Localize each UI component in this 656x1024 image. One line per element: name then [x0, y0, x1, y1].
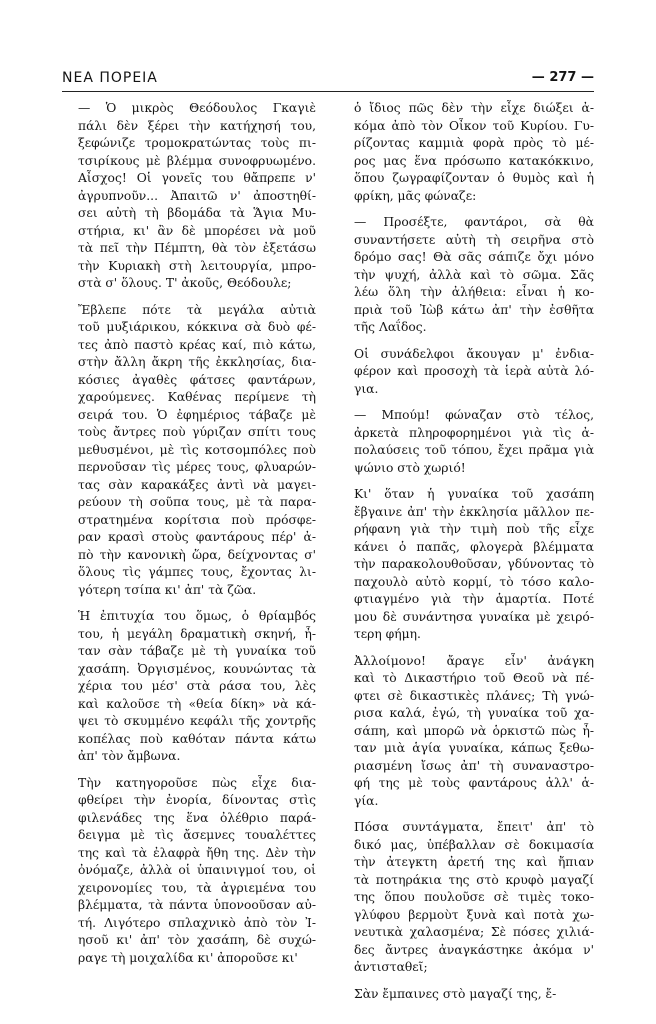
paragraph [62, 775, 316, 968]
text-line: στρατημένα κορίτσια ποὺ πρόσφε- [78, 512, 316, 527]
text-line: ὁ ἴδιος πῶς δὲν τὴν εἶχε διώξει ἀ- [354, 101, 594, 115]
paragraph [62, 608, 316, 766]
text-line: τοῦ μυξιάρικου, κόκκινα σὰ δυὸ φέ- [78, 320, 316, 334]
text-line: χέρια του μέσ' στὰ ράσα του, λὲς [78, 679, 316, 693]
text-line: ἀπ' τὸν ἄμβωνα. [78, 749, 181, 763]
text-line: της ὅπου πουλοῦσε σὲ τιμὲς τοκο- [354, 890, 594, 904]
text-line: φτει σὲ δικαστικὲς πλάνες; Τὴ γνώ- [354, 688, 594, 703]
text-line: δειγμα μὲ τὶς ἄσεμνες τουαλέττες [78, 828, 316, 842]
text-line: δρόμο σας! Θὰ σᾶς σάπιζε ὄχι μόνο [354, 250, 594, 264]
text-line: καὶ τὸ Δικαστήριο τοῦ Θεοῦ νὰ πέ- [354, 671, 594, 685]
text-line: ρήφανη γιὰ τὴν τιμὴ ποὺ τῆς εἶχε [354, 522, 594, 536]
text-line: — Ὁ μικρὸς Θεόδουλος Γκαγιὲ [78, 101, 316, 115]
text-line: ἔβγαινε ἀπ' τὴν ἐκκλησία μᾶλλον πε- [354, 504, 594, 519]
header-rule [62, 91, 594, 92]
text-line: ριασμένη ἴσως ἀπ' τὴ συναναστρο- [354, 758, 594, 773]
text-line: κοπέλας ποὺ καθόταν πάντα κάτω [78, 731, 316, 746]
text-line: ψει τὸ σκυμμένο κεφάλι τῆς χοντρῆς [78, 714, 316, 728]
text-line: δικό μας, ὑπέβαλλαν σὲ δοκιμασία [354, 837, 594, 852]
paragraph [338, 486, 594, 644]
text-line: ησοῦ κι' ἀπ' τὸν χασάπη, δὲ συχώ- [78, 933, 316, 947]
text-line: φέρον καὶ προσοχὴ τὰ ἱερὰ αὐτὰ λό- [354, 364, 594, 378]
text-line: τὴν ἀτεγκτη ἀρετή της καὶ ἤπιαν [354, 855, 594, 869]
paragraph [338, 214, 594, 337]
text-line: Πόσα συντάγματα, ἔπειτ' ἀπ' τὸ [354, 820, 594, 834]
text-line: τσιρίκους μὲ βλέμμα συνοφρυωμένο. [78, 153, 316, 168]
text-line: πριὰ τοῦ Ἰὼβ κάτω ἀπ' τὴν ἐσθῆτα [354, 302, 594, 317]
text-line: ραγε τὴ μοιχαλίδα κι' ἀποροῦσε κι' [78, 950, 298, 965]
text-line: τῆς Λαΐδος. [354, 320, 427, 334]
text-line: — Προσέξτε, φαντάροι, σὰ θὰ [354, 215, 594, 229]
text-line: βλέμματα, τὰ πάντα ὑπονοοῦσαν αὐ- [78, 898, 316, 912]
text-line: φιλενάδες της ἕνα ὀλέθριο παρά- [78, 810, 316, 825]
text-line: περνοῦσαν τὶς μέρες τους, φλυαρών- [78, 460, 316, 474]
text-line: φθείρει τὴν ἐνορία, δίνοντας στὶς [78, 793, 316, 807]
text-line: ξεφώνιζε τρομοκρατώντας τοὺς πι- [78, 136, 316, 150]
paragraph [338, 653, 594, 811]
text-line: πάλι δὲν ξέρει τὴν κατήχησή του, [78, 118, 316, 133]
text-line: ρος μας ἕνα πρόσωπο κατακόκκινο, [354, 153, 594, 168]
text-line: πὸ τὴν κανονικὴ ὥρα, δείχνοντας σ' [78, 547, 316, 562]
text-line: της καὶ τὰ ἐλαφρὰ ἤθη της. Δὲν τὴν [78, 845, 316, 860]
text-line: Αἶσχος! Οἱ γονεῖς του θἄπρεπε ν' [78, 171, 316, 185]
text-line: ὅλους τὶς γάμπες τους, ἔχοντας λι- [78, 565, 316, 579]
text-line: σειρά του. Ὁ ἐφημέριος τάβαζε μὲ [78, 407, 316, 422]
text-line: παχουλὸ αὐτὸ κορμί, τὸ τόσο καλο- [354, 574, 594, 589]
text-line: σει αὐτὴ τὴ βδομάδα τὰ Ἅγια Μυ- [78, 206, 316, 220]
text-line: χαρούμενες. Καθένας περίμενε τὴ [78, 390, 316, 404]
text-line: δες ἄντρες ἀναγκάστηκε ἀκόμα ν' [354, 942, 594, 957]
paragraph [338, 407, 594, 477]
text-line: Ἡ ἐπιτυχία του ὅμως, ὁ θρίαμβός [78, 609, 316, 623]
left-column [62, 100, 316, 967]
text-line: γλύφου βερμοὺτ ξυνὰ καὶ ποτὰ χω- [354, 907, 594, 922]
text-line: ρεύουν τὴ σοῦπα τους, μὲ τὰ παρα- [78, 495, 316, 509]
text-line: κάνει ὁ παπᾶς, φλογερὰ βλέμματα [354, 539, 594, 554]
text-line: τὰ πεῖ τὴν Πέμπτη, θὰ τὸν ἐξετάσω [78, 241, 316, 255]
text-line: κόμα ἀπὸ τὸν Οἶκον τοῦ Κυρίου. Γυ- [354, 118, 594, 133]
text-line: καὶ καλοῦσε τὴ «θεία δίκη» νὰ κά- [78, 696, 316, 711]
journal-title: ΝΕΑ ΠΟΡΕΙΑ [62, 70, 158, 86]
paragraph [338, 819, 594, 977]
text-line: γία. [354, 793, 379, 808]
text-line: ψώνιο στὸ χωριό! [354, 460, 466, 475]
text-line: του, ἡ μεγάλη δραματικὴ σκηνή, ἦ- [78, 626, 316, 641]
text-line: — Μπούμ! φώναζαν στὸ τέλος, [354, 408, 594, 422]
text-line: ἀγρυπνοῦν... Ἀπαιτῶ ν' ἀποστηθί- [78, 188, 316, 203]
text-line: για. [354, 381, 379, 396]
text-line: Σὰν ἔμπαινες στὸ μαγαζί της, ἔ- [354, 986, 557, 1001]
text-line: συναντήσετε αὐτὴ τὴ σειρῆνα στὸ [354, 232, 594, 247]
paragraph [62, 302, 316, 600]
text-line: γότερη τσίπα κι' ἀπ' τὰ ζῶα. [78, 582, 257, 597]
text-line: φτιαγμένο γιὰ τὴν ἁμαρτία. Ποτέ [354, 592, 594, 606]
text-line: Ἀλλοίμονο! ἄραγε εἶν' ἀνάγκη [354, 653, 594, 668]
text-line: τὴν Κυριακὴ στὴ λειτουργία, μπρο- [78, 258, 316, 273]
text-line: φή της μὲ τοὺς φαντάρους ἀλλ' ἁ- [354, 776, 594, 790]
running-header [62, 70, 594, 90]
paragraph [338, 346, 594, 399]
text-line: ρίζοντας καμμιὰ φορὰ πρὸς τὸ μέ- [354, 136, 594, 150]
text-line: τες ἀπὸ παστὸ κρέας καί, πιὸ κάτω, [78, 337, 316, 352]
text-line: ταν σὰν τάβαζε μὲ τὴ γυναίκα τοῦ [78, 644, 316, 658]
text-line: μου δὲ συνάντησα γυναίκα μὲ χειρό- [354, 609, 594, 624]
text-line: τερη φήμη. [354, 627, 421, 641]
text-line: χειρονομίες του, τὰ ἀγριεμένα του [78, 880, 316, 895]
text-line: τὴν παρακολουθοῦσαν, γδύνοντας τὸ [354, 557, 594, 571]
text-line: ταν μιὰ ἁγία γυναίκα, κάπως ξεθω- [354, 741, 594, 755]
paragraph [338, 100, 594, 205]
text-line: ὅπου ζωγραφίζονταν ὁ θυμὸς καὶ ἡ [354, 171, 594, 185]
text-line: νευτικὰ χαλασμένα; Σὲ πόσες χιλιά- [354, 925, 594, 939]
paragraph [338, 986, 594, 1004]
text-line: σάπη, καὶ μπορῶ νὰ ὁρκιστῶ πὼς ἦ- [354, 723, 594, 738]
paragraph [62, 100, 316, 293]
text-line: ἀντισταθεῖ; [354, 960, 428, 974]
text-line: πολαύσεις τοῦ τόπου, ἔχει πρᾶμα γιὰ [354, 443, 594, 457]
text-line: Τὴν κατηγοροῦσε πὼς εἶχε δια- [78, 775, 316, 790]
text-line: τὴν ψυχή, ἀλλὰ καὶ τὸ σῶμα. Σᾶς [354, 267, 594, 282]
text-line: λέω ὅλη τὴν ἀλήθεια: εἶναι ἡ κο- [354, 285, 594, 299]
text-line: τας σὰν καρακάξες ἀντὶ νὰ μαγει- [78, 477, 316, 492]
text-line: ὀνόμαζε, ἀλλὰ οἱ ὑπαινιγμοί του, οἱ [78, 863, 316, 877]
text-line: στήρια, κι' ἂν δὲ μπορέσει νὰ μοῦ [78, 223, 316, 238]
text-line: τή. Λιγότερο σπλαχνικὸ ἀπὸ τὸν Ἰ- [78, 915, 316, 930]
text-line: Ἔβλεπε πότε τὰ μεγάλα αὐτιὰ [78, 302, 316, 317]
text-line: φρίκη, μᾶς φώναζε: [354, 188, 477, 203]
text-line: χασάπη. Ὀργισμένος, κουνώντας τὰ [78, 661, 316, 676]
text-line: τὰ ποτηράκια της στὸ κρυφὸ μαγαζί [354, 872, 594, 887]
text-line: στὰ σ' ὅλους. Τ' ἀκοῦς, Θεόδουλε; [78, 276, 292, 290]
text-line: ρισα καλά, ἐγώ, τὴ γυναίκα τοῦ χα- [354, 706, 594, 720]
text-line: ἀρκετὰ πληροφορημένοι γιὰ τὶς ἀ- [354, 425, 594, 440]
text-line: κόσιες ἀγαθὲς φάτσες φαντάρων, [78, 372, 316, 387]
text-line: τοὺς ἄντρες ποὺ γύριζαν σπίτι τους [78, 425, 316, 439]
text-line: μεθυσμένοι, μὲ τὶς κοτσομπόλες ποὺ [78, 442, 316, 457]
text-line: στὴν ἄλλη ἄκρη τῆς ἐκκλησίας, δια- [78, 355, 316, 369]
right-column [338, 100, 594, 1003]
text-line: Κι' ὅταν ἡ γυναίκα τοῦ χασάπη [354, 487, 594, 501]
page-number: — 277 — [531, 70, 594, 85]
text-line: ραν κρασὶ στοὺς φαντάρους πέρ' ἀ- [78, 530, 316, 544]
text-line: Οἱ συνάδελφοι ἄκουγαν μ' ἐνδια- [354, 346, 594, 361]
